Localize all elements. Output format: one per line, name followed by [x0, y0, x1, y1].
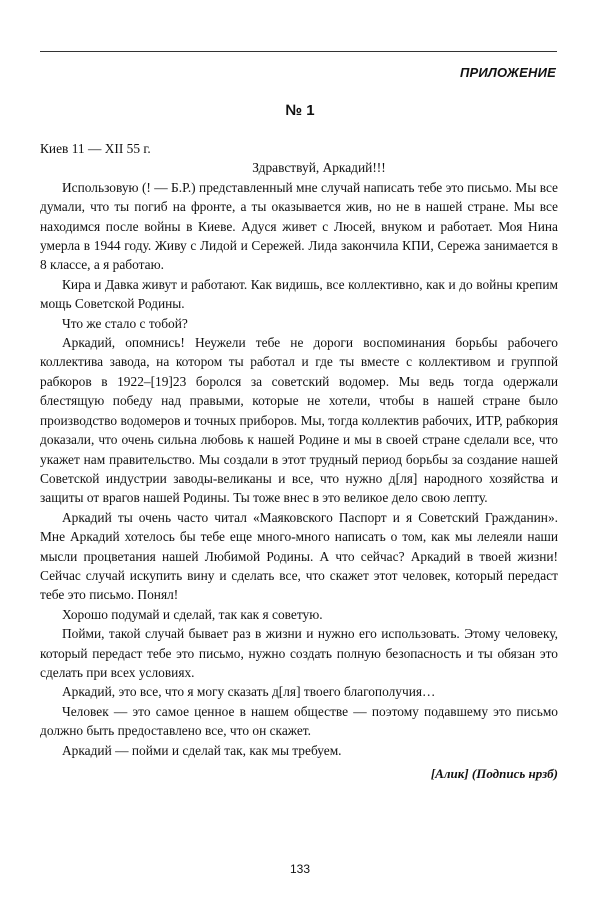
signature: [Алик] (Подпись нрзб) [430, 766, 558, 781]
paragraph: Что же стало с тобой? [62, 315, 188, 331]
paragraph: Аркадий — пойми и сделай так, как мы требуем. [62, 742, 342, 758]
top-rule [40, 51, 557, 52]
letter-greeting: Здравствуй, Аркадий!!! [252, 160, 386, 176]
paragraph: Использовую (! — Б.Р.) представленный мне случай написать тебе это письмо. Мы все думали, что ты погиб на фронте, а ты оказывается жив, но не в нашей стране. Мы все находимся после войны в Киеве. Адуся живет с Люсей, внуком и работает. Моя Нина умерла в 1944 году. Живу с Лидой и Сережей. Лида закончила КПИ, Сережа занимается в 8 классе, а я работаю. [40, 179, 558, 273]
paragraph: Аркадий, это все, что я могу сказать д[ля] твоего благополучия… [62, 684, 436, 700]
paragraph: Кира и Давка живут и работают. Как видишь, все коллективно, как и до войны крепим мощь Советской Родины. [40, 276, 558, 312]
letter-body [40, 139, 558, 783]
document-number: № 1 [285, 102, 315, 119]
paragraph: Аркадий ты очень часто читал «Маяковского Паспорт и я Советский Гражданин». Мне Аркадий хотелось бы тебе еще много-много написать о том, как мы лелеяли наши мысли процветания нашей Любимой Родины. А что сейчас? Аркадий в твоей жизни! Сейчас случай искупить вину и сделать все, что скажет этот человек, который передаст тебе это письмо. Понял! [40, 509, 558, 603]
paragraph: Пойми, такой случай бывает раз в жизни и нужно его использовать. Этому человеку, который передаст тебе это письмо, нужно создать полную безопасность и ты обязан это сделать при всех условиях. [40, 626, 558, 680]
paragraph: Аркадий, опомнись! Неужели тебе не дороги воспоминания борьбы рабочего коллектива завода, на котором ты работал и где ты вместе с коллективом и группой рабкоров в 1922–[19]23 боролся за советский водомер. Мы ведь тогда одержали блестящую победу над правыми, которые не хотели, чтобы в нашей стране было производство водомеров и точных приборов. Мы, тогда коллектив рабочих, ИТР, рабкория доказали, что очень сильна любовь к нашей Родине и мы в своей стране сделали все, что укажет нам правительство. Мы создали в этот трудный период борьбы за создание нашей Советской индустрии заводы-великаны и все, что нужно д[ля] народного хозяйства и защиты от врагов нашей Родины. Ты тоже внес в это великое дело свою лепту. [40, 335, 558, 506]
page-number: 133 [289, 862, 311, 876]
paragraph: Человек — это самое ценное в нашем обществе — поэтому подавшему это письмо должно быть предоставлено все, что он скажет. [40, 703, 558, 739]
letter-date: Киев 11 — XII 55 г. [40, 141, 151, 156]
section-header: ПРИЛОЖЕНИЕ [459, 65, 556, 80]
paragraph: Хорошо подумай и сделай, так как я советую. [62, 606, 323, 622]
